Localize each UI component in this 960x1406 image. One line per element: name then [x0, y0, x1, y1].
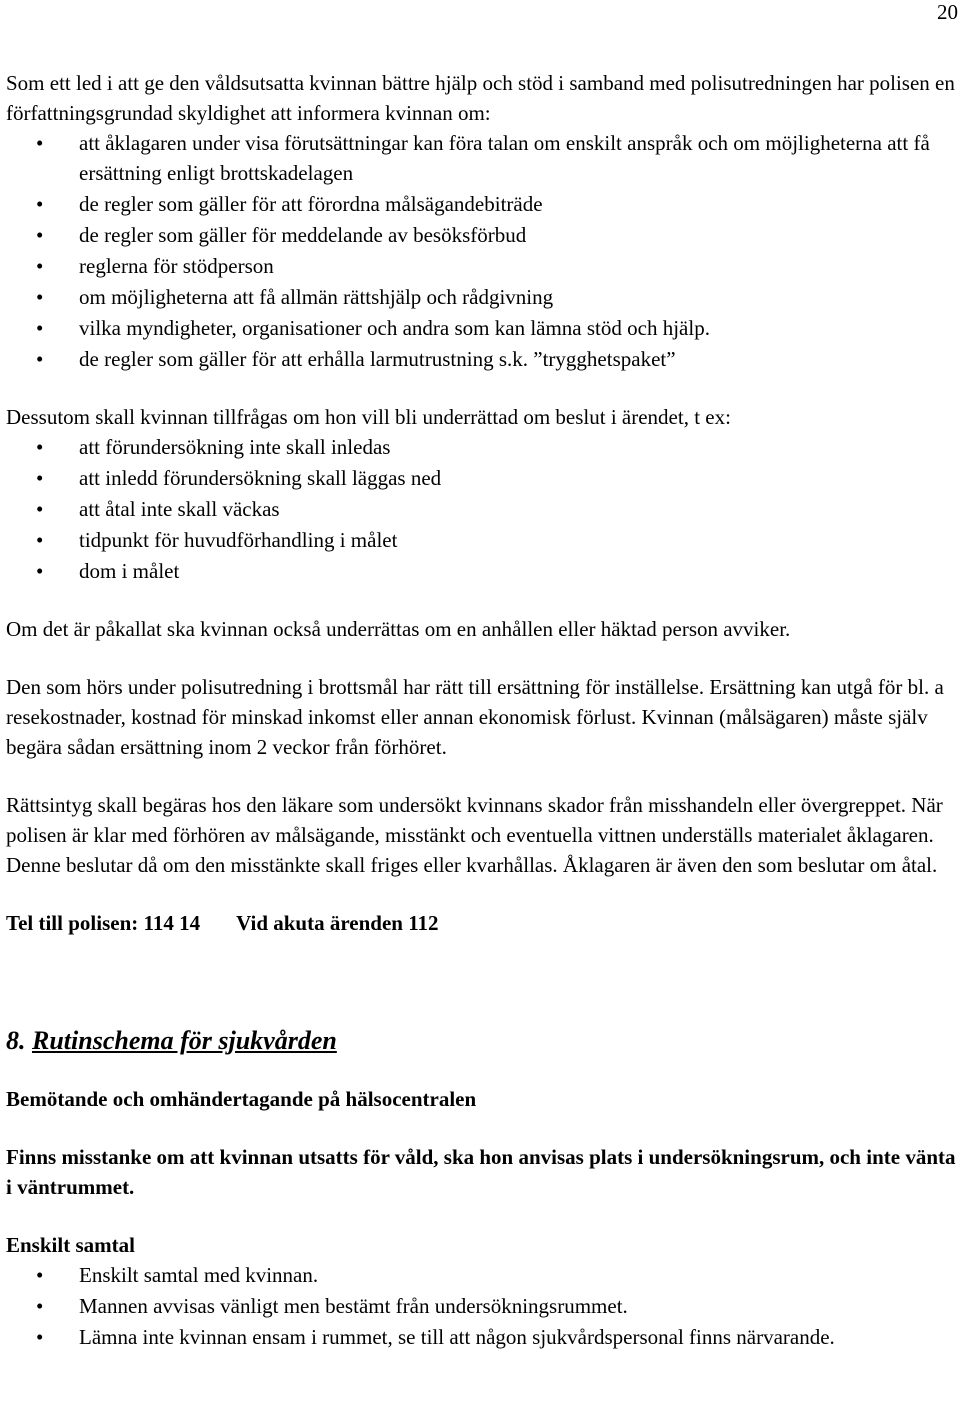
emergency-phone: Vid akuta ärenden 112	[236, 911, 439, 935]
bullet-icon: •	[36, 254, 44, 278]
compensation-paragraph: Den som hörs under polisutredning i brottsmål har rätt till ersättning för inställelse. Ersättning kan utgå för bl. a resekostnader, kostnad för minskad inkomst eller annan ekonomisk förlust. Kvinnan (målsägaren) måste själv begära sådan ersättning inom 2 veckor från förhöret.	[6, 675, 944, 759]
list-item: • att åklagaren under visa förutsättningar kan föra talan om enskilt anspråk och om möjligheterna att få ersättning enligt brottskadelagen	[6, 128, 958, 188]
abscond-paragraph: Om det är påkallat ska kvinnan också underrättas om en anhållen eller häktad person avviker.	[6, 617, 791, 641]
bullet-icon: •	[36, 1325, 44, 1349]
bullet-icon: •	[36, 466, 44, 490]
list-item: • de regler som gäller för att förordna målsägandebiträde	[6, 189, 958, 219]
notify-paragraph: Dessutom skall kvinnan tillfrågas om hon vill bli underrättad om beslut i ärendet, t ex:	[6, 405, 731, 429]
bullet-icon: •	[36, 131, 44, 155]
bullet-icon: •	[36, 316, 44, 340]
section-number: 8.	[6, 1026, 26, 1055]
police-phone: Tel till polisen: 114 14	[6, 911, 201, 935]
certificate-paragraph: Rättsintyg skall begäras hos den läkare som undersökt kvinnans skador från misshandeln eller övergreppet. När polisen är klar med förhören av målsägande, misstänkt och eventuella vittnen underställs materialet åklagaren. Denne beslutar då om den misstänkte skall friges eller kvarhållas. Åklagaren är även den som beslutar om åtal.	[6, 793, 943, 877]
list-item: • att åtal inte skall väckas	[6, 494, 958, 524]
list-item: • tidpunkt för huvudförhandling i målet	[6, 525, 958, 555]
bullet-icon: •	[36, 528, 44, 552]
list-item: • de regler som gäller för meddelande av besöksförbud	[6, 220, 958, 250]
private-talk-list	[6, 1260, 958, 1352]
notification-list	[6, 432, 958, 586]
list-item: • om möjligheterna att få allmän rättshjälp och rådgivning	[6, 282, 958, 312]
section-heading	[6, 1024, 958, 1058]
list-item: • reglerna för stödperson	[6, 251, 958, 281]
information-list	[6, 128, 958, 374]
private-talk-heading: Enskilt samtal	[6, 1233, 135, 1257]
intro-paragraph: Som ett led i att ge den våldsutsatta kvinnan bättre hjälp och stöd i samband med polisutredningen har polisen en författningsgrundad skyldighet att informera kvinnan om:	[6, 71, 955, 125]
document-body	[6, 68, 958, 1353]
bullet-icon: •	[36, 435, 44, 459]
bullet-icon: •	[36, 1294, 44, 1318]
bullet-icon: •	[36, 285, 44, 309]
list-item: • Lämna inte kvinnan ensam i rummet, se till att någon sjukvårdspersonal finns närvarande.	[6, 1322, 958, 1352]
list-item: • dom i målet	[6, 556, 958, 586]
bullet-icon: •	[36, 1263, 44, 1287]
list-item: • Enskilt samtal med kvinnan.	[6, 1260, 958, 1290]
list-item: • att förundersökning inte skall inledas	[6, 432, 958, 462]
bullet-icon: •	[36, 559, 44, 583]
list-item: • de regler som gäller för att erhålla larmutrustning s.k. ”trygghetspaket”	[6, 344, 958, 374]
bullet-icon: •	[36, 497, 44, 521]
list-item: • Mannen avvisas vänligt men bestämt från undersökningsrummet.	[6, 1291, 958, 1321]
bullet-icon: •	[36, 223, 44, 247]
contact-numbers	[6, 908, 958, 938]
list-item: • vilka myndigheter, organisationer och andra som kan lämna stöd och hjälp.	[6, 313, 958, 343]
list-item: • att inledd förundersökning skall läggas ned	[6, 463, 958, 493]
section-title: Rutinschema för sjukvården	[32, 1026, 337, 1055]
page-number: 20	[937, 0, 958, 24]
bullet-icon: •	[36, 347, 44, 371]
section-subheading: Bemötande och omhändertagande på hälsocentralen	[6, 1087, 477, 1111]
instruction-paragraph: Finns misstanke om att kvinnan utsatts för våld, ska hon anvisas plats i undersökningsrum, och inte vänta i väntrummet.	[6, 1145, 956, 1199]
bullet-icon: •	[36, 192, 44, 216]
